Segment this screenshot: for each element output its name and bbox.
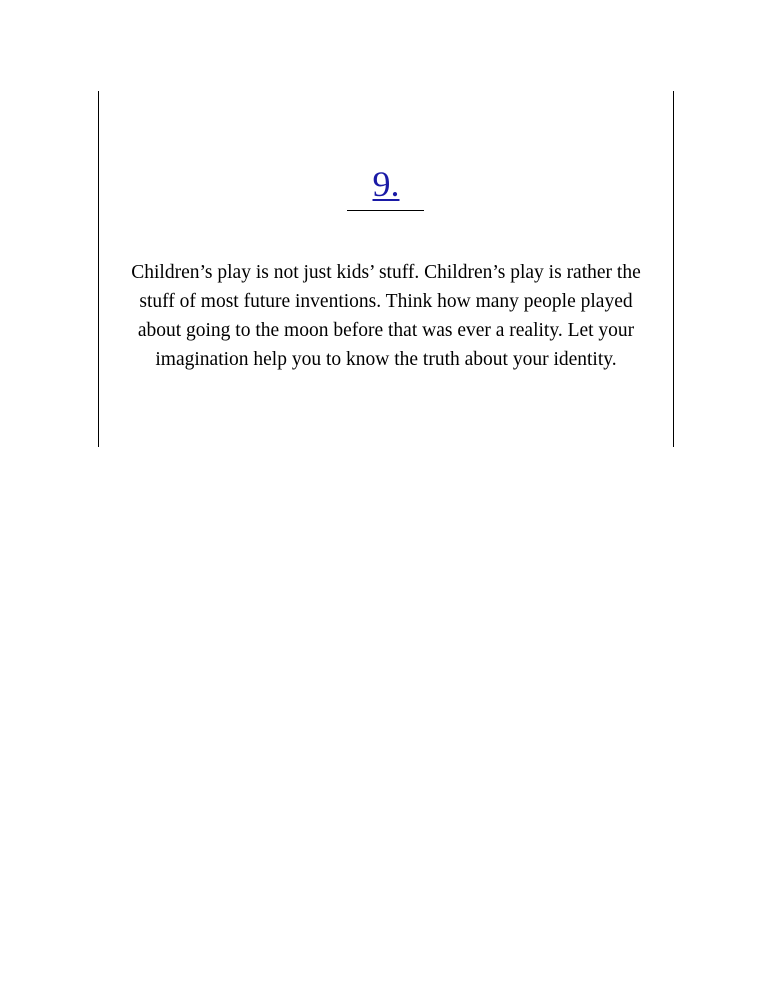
section-paragraph: Children’s play is not just kids’ stuff. Children’s play is rather the stuff of most future inventions. Think how many people played about going to the moon before that was ever a reality. Let your imagination help you to know the truth about your identity. [131,262,641,370]
section-heading [0,160,772,208]
right-margin-line [673,91,674,447]
section-number-link[interactable]: 9. [372,164,400,204]
heading-divider [347,210,424,211]
left-margin-line [98,91,99,447]
